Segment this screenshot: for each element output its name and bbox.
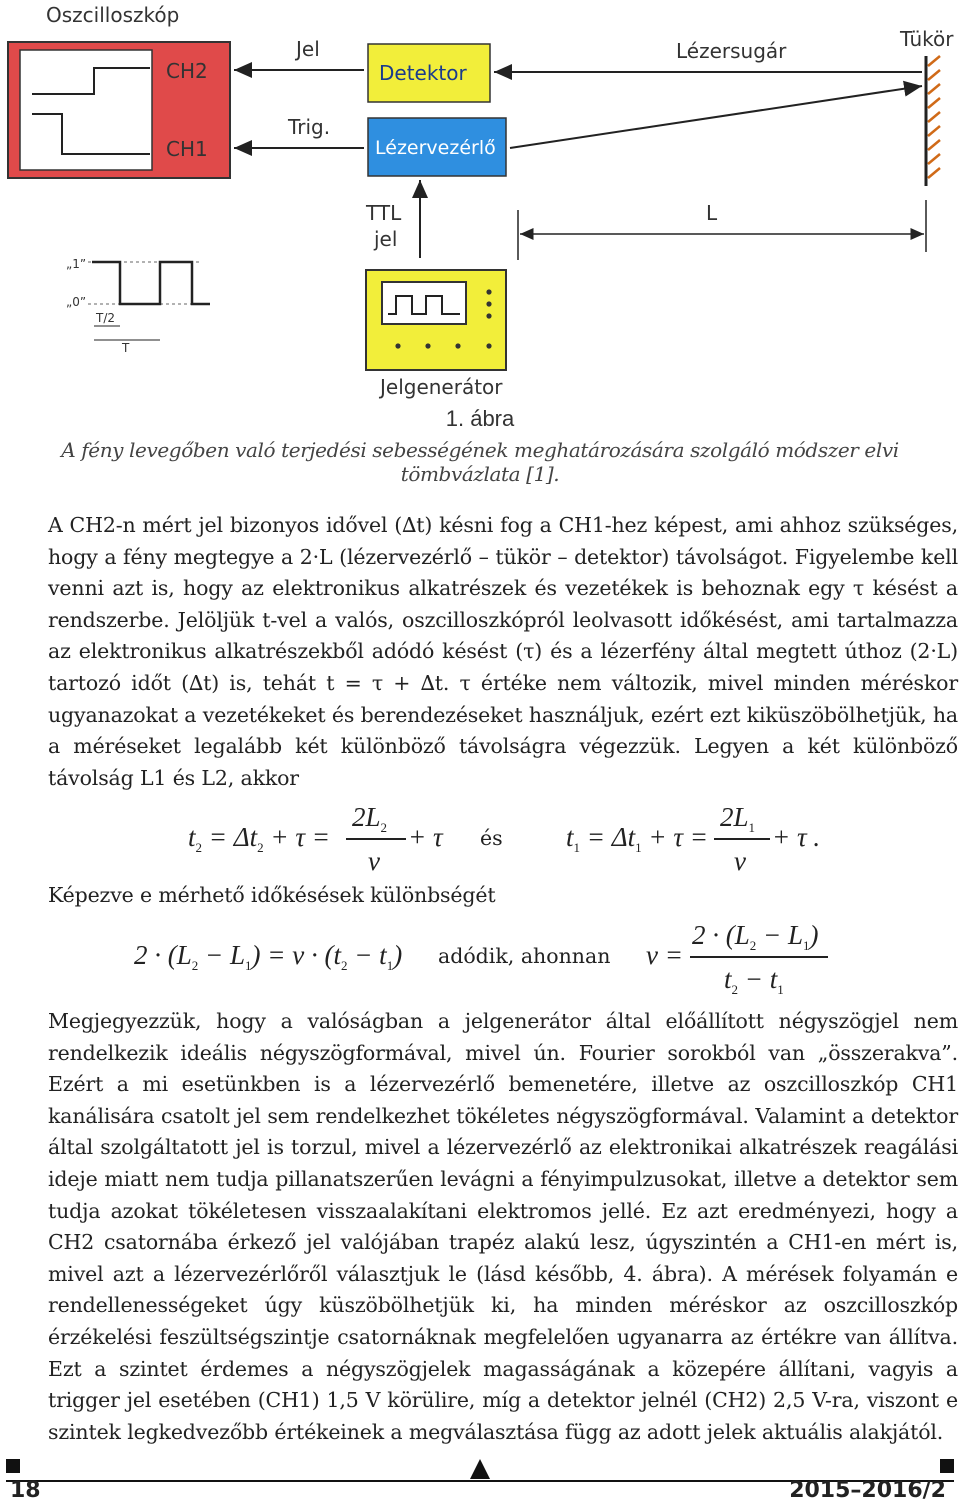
period-label: T [122, 341, 130, 355]
paragraph-1-block [8, 510, 958, 794]
issue-number: 2015–2016/2 [789, 1478, 946, 1503]
detector-label: Detektor [379, 61, 467, 85]
level-one-label: „1” [66, 257, 87, 271]
ch2-label: CH2 [166, 59, 208, 83]
laser-driver-label: Lézervezérlő [375, 137, 496, 159]
paragraph-2-block [8, 880, 958, 912]
generator-label: Jelgenerátor [380, 375, 503, 399]
ttl-label-2: jel [374, 227, 398, 251]
paragraph-3: Megjegyezzük, hogy a valóságban a jelgenerátor által előállított négyszögjel nem rendelkezik ideális négyszögformával, mivel ún. Fourier sorokból van „összerakva”. Ezért a mi esetünkben is a lézervezérlő bemenetére, illetve az oszcilloszkóp CH1 kanálisára csatolt jel sem rendelkezhet tökéletes négyszögformával. Valamint a detektor által szolgáltatott jel is torzul, mivel a lézervezérlő az elektronikai alkatrészek reagálási ideje miatt nem tudja pillanatszerűen levágni a fényimpulzusokat, illetve a detektor sem tudja azokat tökéletesen visszaalakítani elektromos jellé. Ez azt eredményezi, hogy a CH2 csatornába érkező jel valójában trapéz alakú lesz, úgyszintén a CH1-en mért is, mivel azt a lézervezérlőről választjuk le (lásd később, 4. ábra). A mérések folyamán e rendellenességeket úgy küszöbölhetjük ki, ha minden méréskor az oszcilloszkóp érzékelési feszültségszintje csatornáknak megfelelően ugyanarra az értékre van állítva. Ezt a szintet érdemes a négyszögjelek magasságának a közepére állítani, vagyis a trigger jel esetében (CH1) 1,5 V körülire, míg a detektor jelnél (CH2) 2,5 V-ra, viszont e szintek legkedvezőbb értékeinek a megválasztása függ az adott jelek aktuális alakjától. [48, 1009, 958, 1444]
ch1-label: CH1 [166, 137, 208, 161]
eq-and: és [480, 826, 503, 850]
block-diagram [0, 0, 960, 402]
oscilloscope-label: Oszcilloszkóp [46, 3, 180, 27]
generator-screen [382, 282, 466, 324]
half-period-label: T/2 [96, 311, 116, 325]
laser-beam-out [510, 86, 922, 148]
paragraph-3-block [8, 1006, 958, 1448]
mirror-hatch [928, 56, 940, 178]
ttl-label-1: TTL [366, 201, 402, 225]
trigger-label: Trig. [288, 115, 331, 139]
laser-beam-label: Lézersugár [676, 39, 787, 63]
mirror-label: Tükör [900, 27, 954, 51]
figure-caption: A fény levegőben való terjedési sebességének meghatározására szolgáló módszer elvi tömbvázlata [1]. [61, 438, 899, 486]
figure-number: 1. ábra [445, 406, 515, 431]
paragraph-1: A CH2-n mért jel bizonyos idővel (∆t) késni fog a CH1-hez képest, ami ahhoz szükséges, hogy a fény megtegye a 2·L (lézervezérlő – tükör – detektor) távolságot. Figyelembe kell venni azt is, hogy az elektronikus alkatrészek és vezetékek is behoznak egy τ késést a rendszerbe. Jelöljük t-vel a valós, oszcilloszkópról leolvasott időkésést, ami tartalmazza az elektronikus alkatrészekből adódó késést (τ) és a lézerfény által megtett úthoz (2·L) tartozó időt (∆t) is, tehát t = τ + ∆t. τ értéke nem változik, mivel minden méréskor ugyanazokat a vezetékeket és berendezéseket használjuk, ezért ezt kiküszöbölhetjük, ha a méréseket legalább két különböző távolságra végezzük. Legyen a két különböző távolság L1 és L2, akkor [48, 513, 958, 790]
distance-label: L [706, 201, 718, 225]
square-wave [92, 262, 210, 304]
paragraph-2: Képezve e mérhető időkésések különbségét [48, 883, 496, 907]
level-zero-label: „0” [66, 295, 87, 309]
eq-hence: adódik, ahonnan [438, 944, 611, 968]
page-number: 18 [10, 1478, 41, 1503]
signal-label: Jel [296, 37, 320, 61]
